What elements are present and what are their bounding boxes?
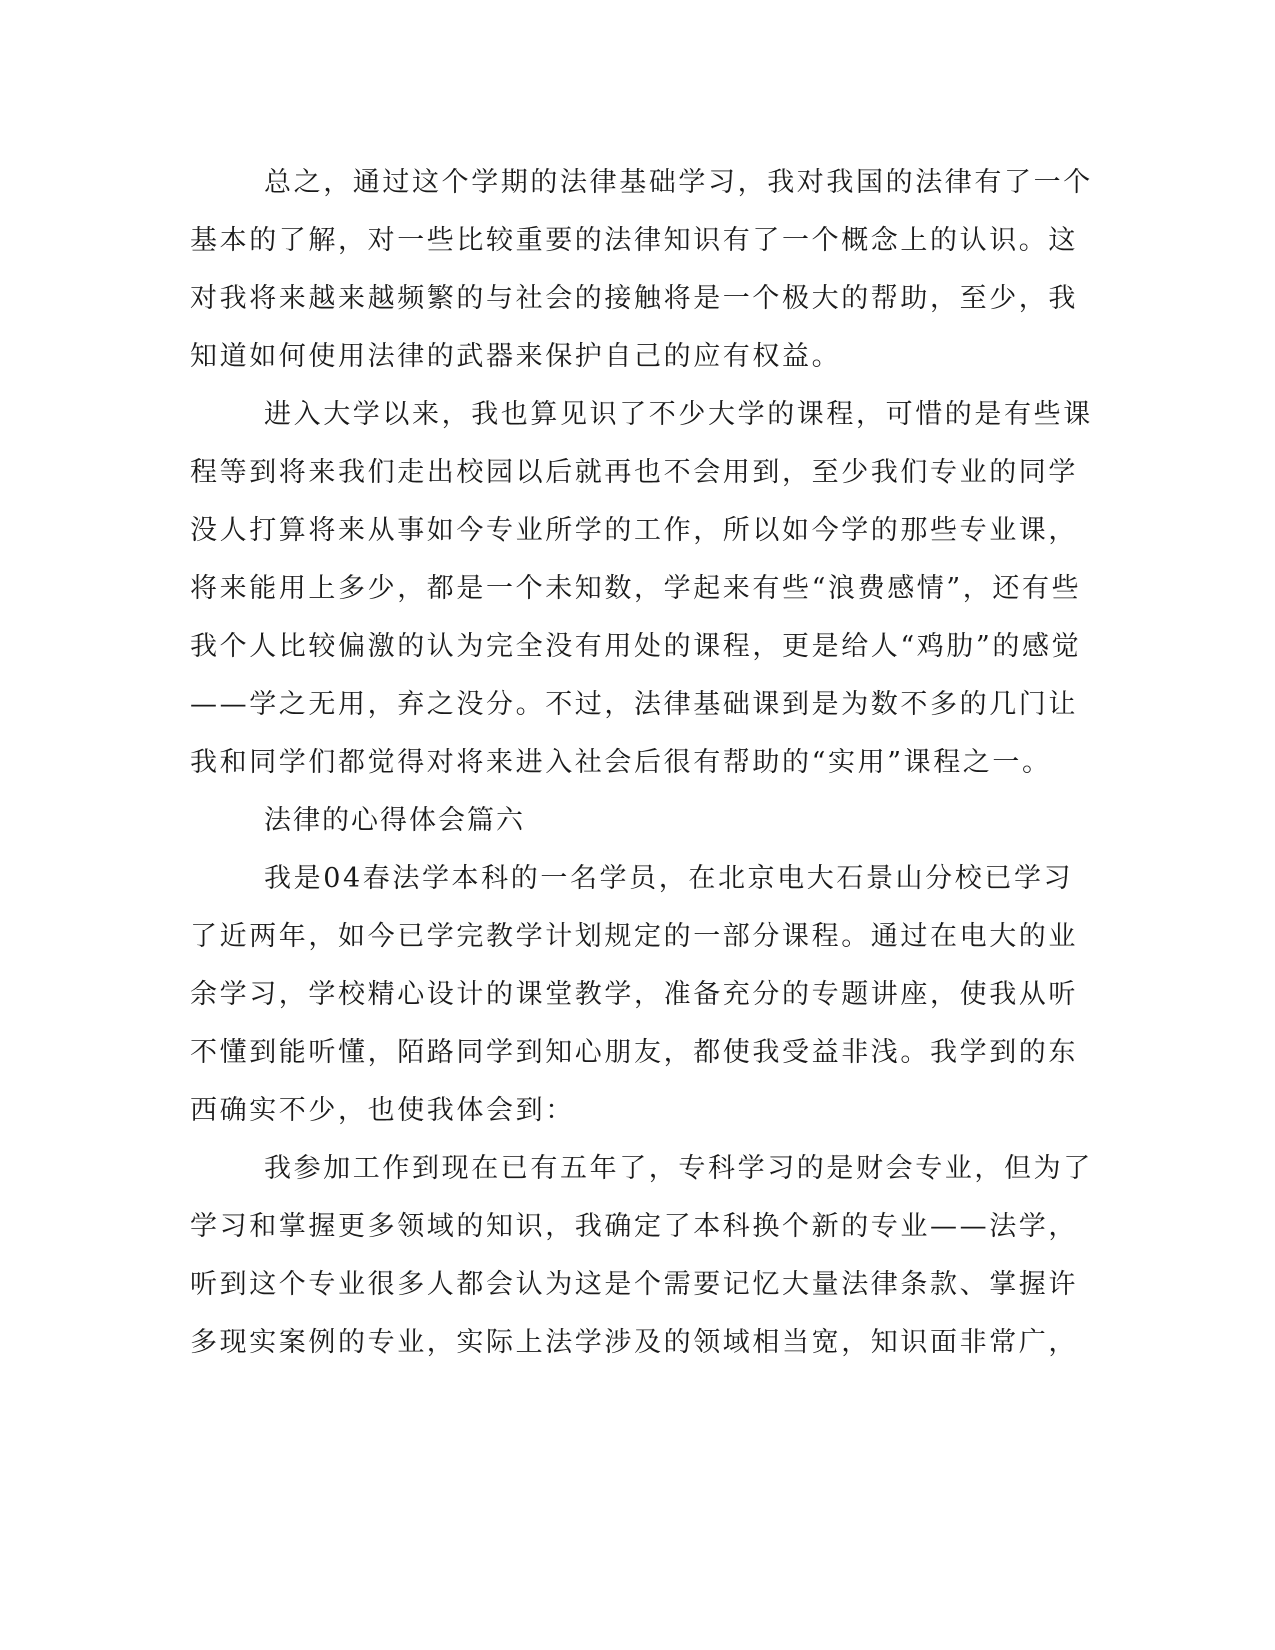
paragraph-3-line-3: 余学习，学校精心设计的课堂教学，准备充分的专题讲座，使我从听: [190, 979, 1078, 1010]
paragraph-4-line-2: 学习和掌握更多领域的知识，我确定了本科换个新的专业——法学，: [190, 1211, 1078, 1242]
paragraph-3-line-5: 西确实不少，也使我体会到：: [190, 1095, 575, 1126]
paragraph-1-line-2: 基本的了解，对一些比较重要的法律知识有了一个概念上的认识。这: [190, 225, 1078, 256]
paragraph-1-line-1: 总之，通过这个学期的法律基础学习，我对我国的法律有了一个: [264, 167, 1093, 198]
paragraph-3-line-2: 了近两年，如今已学完教学计划规定的一部分课程。通过在电大的业: [190, 921, 1078, 952]
paragraph-2-line-2: 程等到将来我们走出校园以后就再也不会用到，至少我们专业的同学: [190, 457, 1078, 488]
paragraph-1-line-3: 对我将来越来越频繁的与社会的接触将是一个极大的帮助，至少，我: [190, 283, 1078, 314]
paragraph-3-line-4: 不懂到能听懂，陌路同学到知心朋友，都使我受益非浅。我学到的东: [190, 1037, 1078, 1068]
paragraph-2-line-1: 进入大学以来，我也算见识了不少大学的课程，可惜的是有些课: [264, 399, 1093, 430]
paragraph-1-line-4: 知道如何使用法律的武器来保护自己的应有权益。: [190, 341, 842, 372]
paragraph-4-line-4: 多现实案例的专业，实际上法学涉及的领域相当宽，知识面非常广，: [190, 1327, 1078, 1358]
paragraph-4-line-3: 听到这个专业很多人都会认为这是个需要记忆大量法律条款、掌握许: [190, 1269, 1078, 1300]
section-heading: 法律的心得体会篇六: [264, 805, 525, 836]
paragraph-3-line-1: 我是04春法学本科的一名学员，在北京电大石景山分校已学习: [264, 863, 1074, 894]
paragraph-4-line-1: 我参加工作到现在已有五年了，专科学习的是财会专业，但为了: [264, 1153, 1093, 1184]
paragraph-2-line-5: 我个人比较偏激的认为完全没有用处的课程，更是给人“鸡肋”的感觉: [190, 631, 1082, 662]
paragraph-2-line-3: 没人打算将来从事如今专业所学的工作，所以如今学的那些专业课，: [190, 515, 1078, 546]
paragraph-2-line-6: ——学之无用，弃之没分。不过，法律基础课到是为数不多的几门让: [190, 689, 1078, 720]
paragraph-2-line-7: 我和同学们都觉得对将来进入社会后很有帮助的“实用”课程之一。: [190, 747, 1052, 778]
paragraph-2-line-4: 将来能用上多少，都是一个未知数，学起来有些“浪费感情”，还有些: [190, 573, 1082, 604]
